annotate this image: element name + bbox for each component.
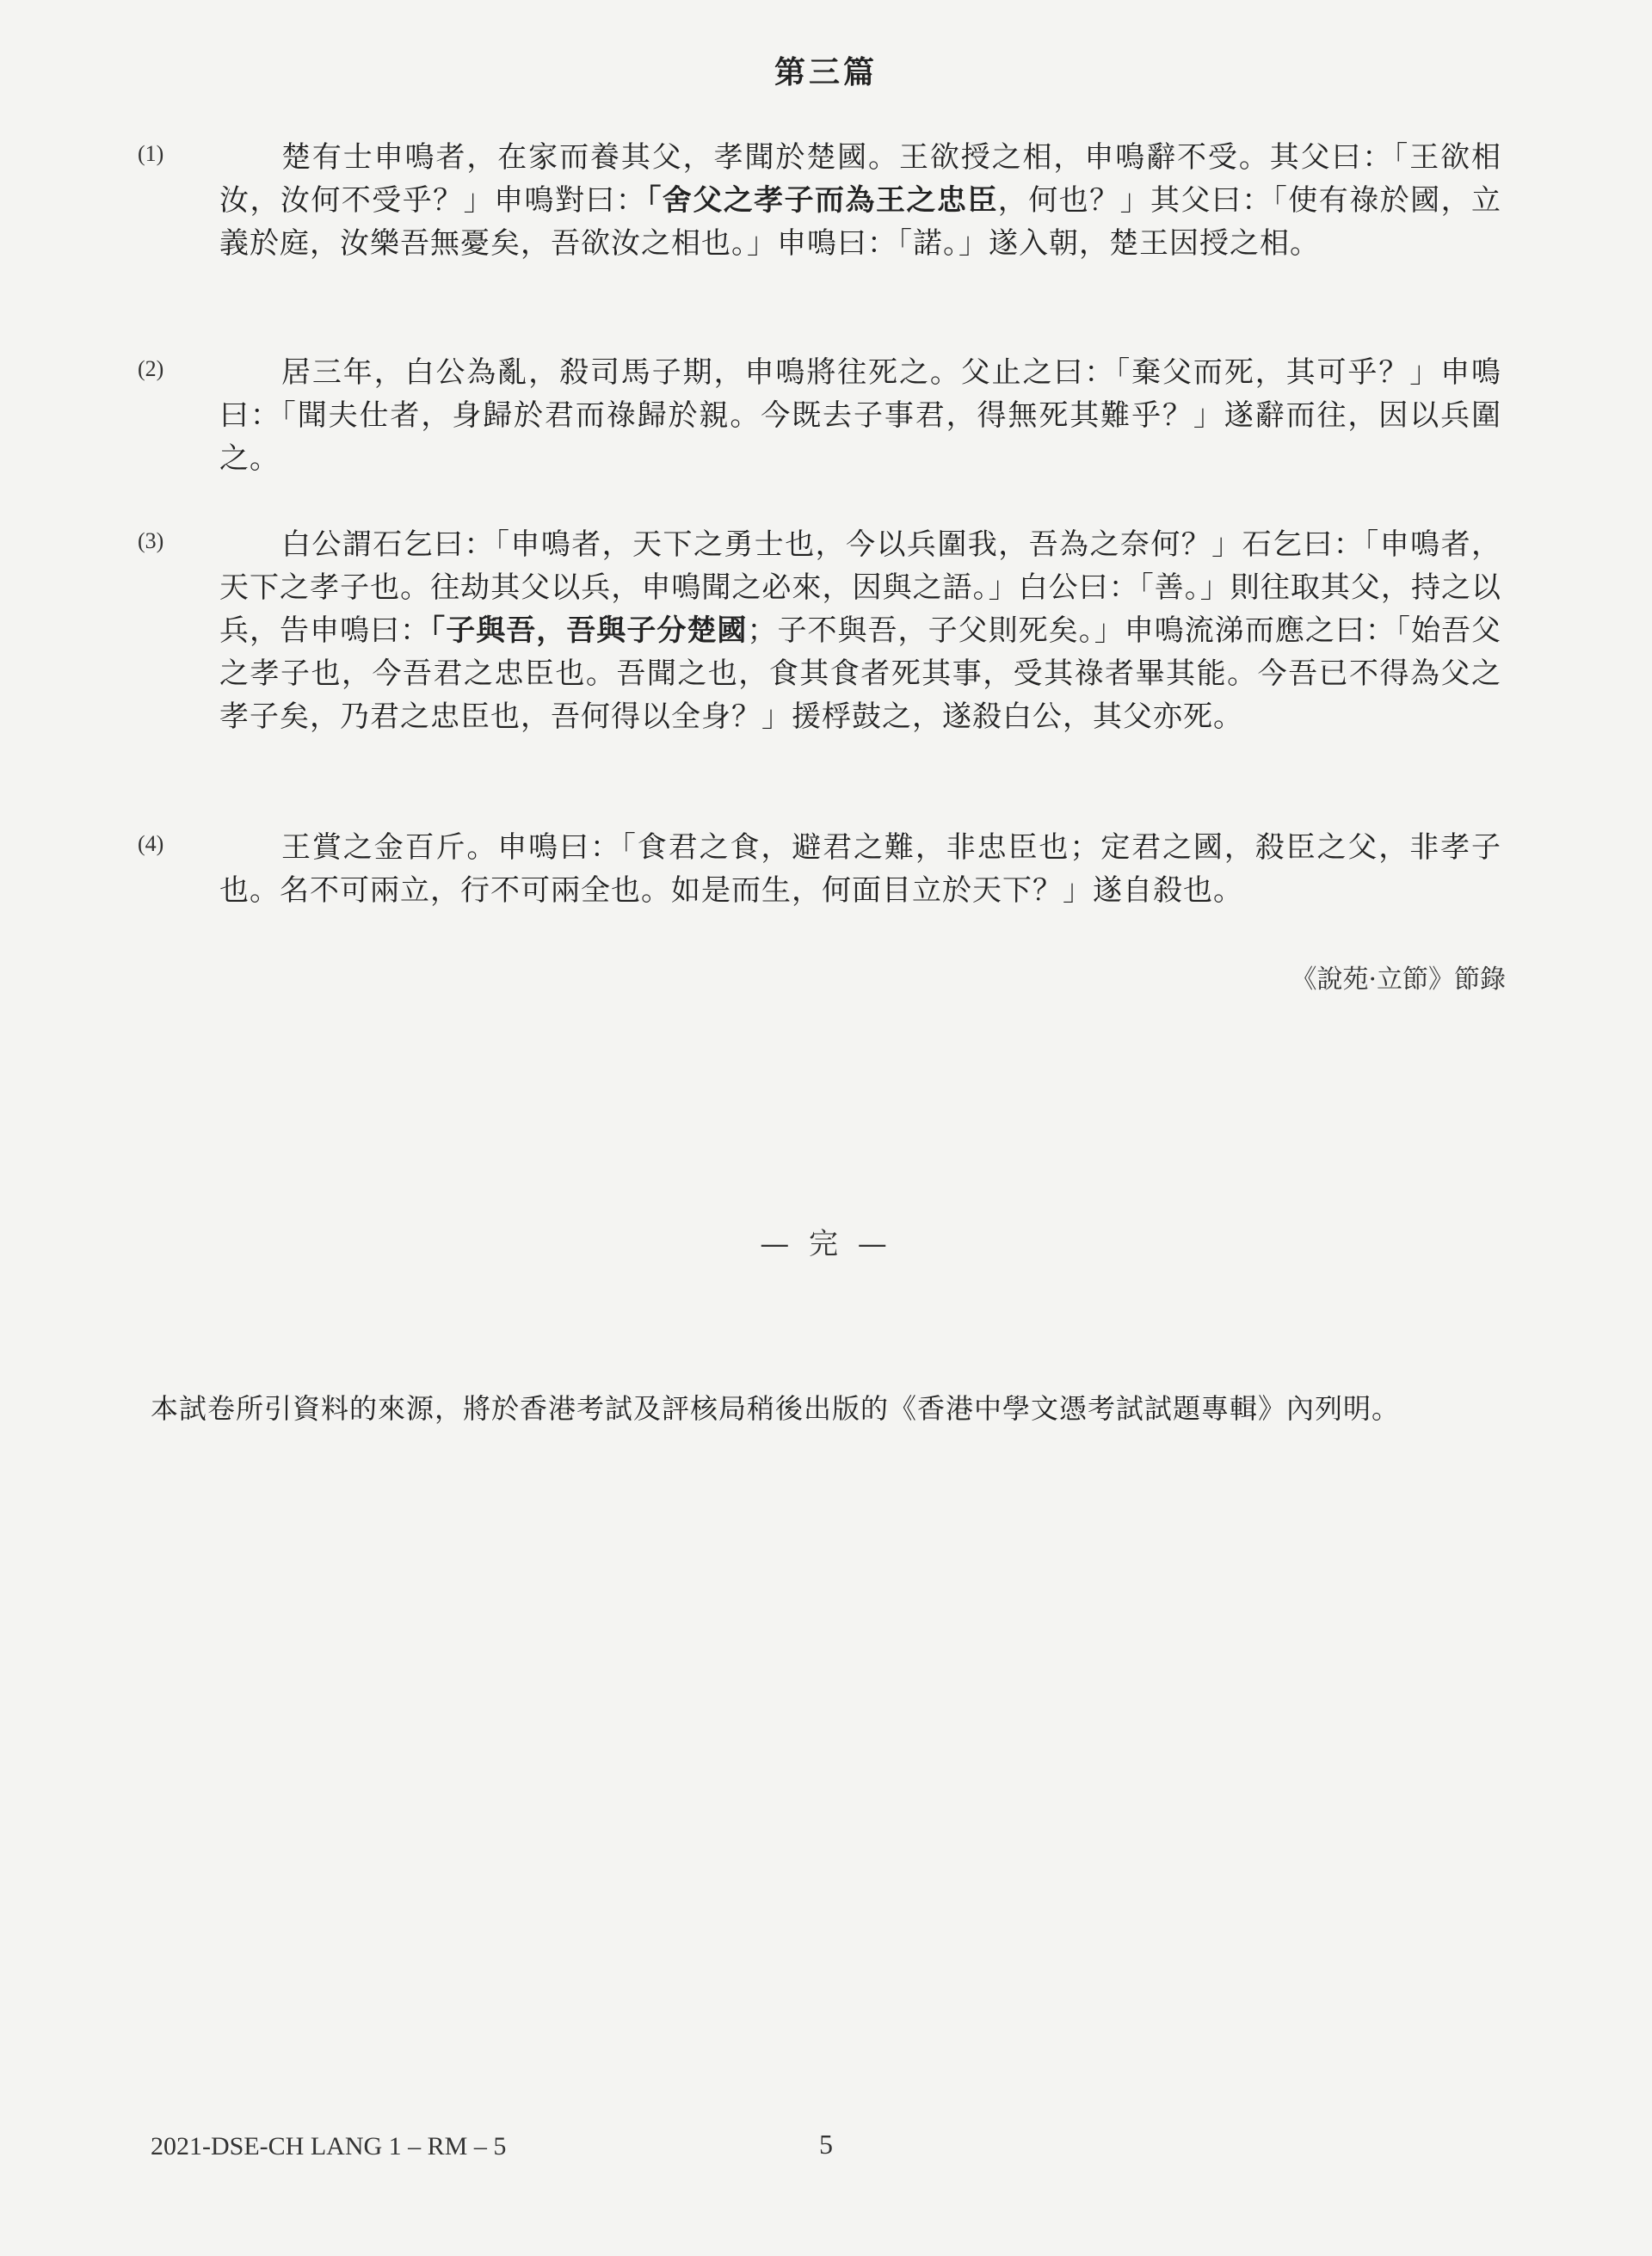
end-mark: — 完 — [760, 1227, 892, 1261]
paragraph-text [219, 351, 1501, 480]
source-citation: 《說苑·立節》節錄 [1291, 965, 1506, 995]
paragraph-text-part: ，何也？」其父曰：「使有祿於國，立義於庭，汝樂吾無憂矣，吾欲汝之相也。」申鳴曰：「諾。」遂入朝，楚王因授之相。 [219, 183, 1502, 261]
paragraph-text-part: 王賞之金百斤。申鳴曰：「食君之食，避君之難，非忠臣也；定君之國，殺臣之父，非孝子也。名不可兩立，行不可兩全也。如是而生，何面目立於天下？」遂自殺也。 [219, 830, 1501, 908]
paragraph-number: (2) [138, 356, 164, 381]
emphasized-phrase: 「舍父之孝子而為王之忠臣 [646, 183, 998, 218]
paragraph-number: (4) [138, 831, 164, 856]
paragraph-text-part: 楚有士申鳴者，在家而養其父，孝聞於楚國。王欲授之相，申鳴辭不受。其父曰：「王欲相汝，汝何不受乎？」申鳴對曰： [219, 140, 1501, 218]
paragraph-text [219, 826, 1501, 912]
paragraph-number: (3) [138, 528, 164, 553]
paragraph-text-part: 居三年，白公為亂，殺司馬子期，申鳴將往死之。父止之曰：「棄父而死，其可乎？」申鳴曰：「聞夫仕者，身歸於君而祿歸於親。今既去子事君，得無死其難乎？」遂辭而往，因以兵圍之。 [219, 355, 1501, 476]
section-title: 第三篇 [774, 54, 878, 90]
paragraph-text-part: 白公謂石乞曰：「申鳴者，天下之勇士也，今以兵圍我，吾為之奈何？」石乞曰：「申鳴者，天下之孝子也。往劫其父以兵，申鳴聞之必來，因與之語。」白公曰：「善。」則往取其父，持之以兵，告申鳴曰： [219, 527, 1501, 648]
source-note: 本試卷所引資料的來源，將於香港考試及評核局稍後出版的《香港中學文憑考試試題專輯》內列明。 [151, 1392, 1401, 1425]
paragraph-text-part: ；子不與吾，子父則死矣。」申鳴流涕而應之曰：「始吾父之孝子也，今吾君之忠臣也。吾聞之也，食其食者死其事，受其祿者畢其能。今吾已不得為父之孝子矣，乃君之忠臣也，吾何得以全身？」援桴鼓之，遂殺白公，其父亦死。 [219, 613, 1502, 734]
paragraph-text [219, 136, 1501, 265]
page-number: 5 [819, 2129, 833, 2160]
paragraph-text [219, 523, 1501, 738]
paper-code: 2021-DSE-CH LANG 1 – RM – 5 [151, 2132, 507, 2160]
paragraph-number: (1) [138, 141, 164, 166]
emphasized-phrase: 「子與吾，吾與子分楚國 [430, 613, 748, 648]
